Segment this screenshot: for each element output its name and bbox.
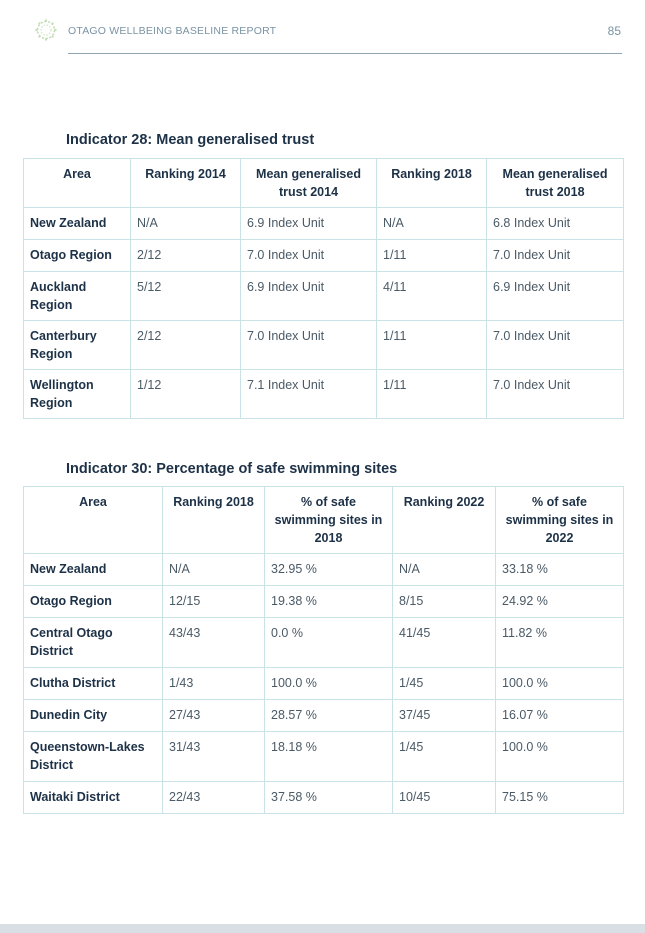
column-header-safe-sites-2022: % of safe swimming sites in 2022	[496, 487, 624, 554]
value-cell: 6.9 Index Unit	[487, 272, 624, 321]
ranking-cell: 12/15	[163, 586, 265, 618]
header-divider	[68, 53, 622, 54]
ranking-cell: N/A	[163, 554, 265, 586]
table-header-row	[24, 159, 624, 208]
table-row	[24, 272, 624, 321]
ranking-cell: 43/43	[163, 618, 265, 668]
column-header-ranking-2018: Ranking 2018	[377, 159, 487, 208]
ranking-cell: 27/43	[163, 700, 265, 732]
table-row	[24, 208, 624, 240]
ranking-cell: N/A	[131, 208, 241, 240]
area-cell: Otago Region	[24, 240, 131, 272]
ranking-cell: 1/12	[131, 370, 241, 419]
indicator-30-title: Indicator 30: Percentage of safe swimming sites	[66, 461, 398, 477]
column-header-safe-sites-2018: % of safe swimming sites in 2018	[265, 487, 393, 554]
value-cell: 32.95 %	[265, 554, 393, 586]
area-cell: Auckland Region	[24, 272, 131, 321]
value-cell: 11.82 %	[496, 618, 624, 668]
ranking-cell: 31/43	[163, 732, 265, 782]
page-number: 85	[607, 24, 621, 38]
value-cell: 100.0 %	[496, 668, 624, 700]
value-cell: 7.0 Index Unit	[487, 370, 624, 419]
value-cell: 28.57 %	[265, 700, 393, 732]
value-cell: 7.0 Index Unit	[487, 240, 624, 272]
table-row	[24, 586, 624, 618]
value-cell: 75.15 %	[496, 782, 624, 814]
table-row	[24, 370, 624, 419]
ranking-cell: 2/12	[131, 240, 241, 272]
column-header-area: Area	[24, 159, 131, 208]
ranking-cell: 1/11	[377, 240, 487, 272]
area-cell: Queenstown-Lakes District	[24, 732, 163, 782]
area-cell: Dunedin City	[24, 700, 163, 732]
table-row	[24, 668, 624, 700]
area-cell: Otago Region	[24, 586, 163, 618]
indicator-30-table	[23, 486, 624, 814]
table-row	[24, 700, 624, 732]
table-row	[24, 732, 624, 782]
ranking-cell: N/A	[393, 554, 496, 586]
table-row	[24, 618, 624, 668]
value-cell: 7.0 Index Unit	[487, 321, 624, 370]
ranking-cell: 2/12	[131, 321, 241, 370]
area-cell: New Zealand	[24, 554, 163, 586]
ranking-cell: 22/43	[163, 782, 265, 814]
value-cell: 7.0 Index Unit	[241, 240, 377, 272]
ranking-cell: 8/15	[393, 586, 496, 618]
column-header-ranking-2014: Ranking 2014	[131, 159, 241, 208]
ranking-cell: 1/43	[163, 668, 265, 700]
value-cell: 6.8 Index Unit	[487, 208, 624, 240]
ranking-cell: 5/12	[131, 272, 241, 321]
value-cell: 7.1 Index Unit	[241, 370, 377, 419]
area-cell: Wellington Region	[24, 370, 131, 419]
column-header-ranking-2018: Ranking 2018	[163, 487, 265, 554]
value-cell: 37.58 %	[265, 782, 393, 814]
indicator-28-title: Indicator 28: Mean generalised trust	[66, 132, 315, 148]
table-row	[24, 782, 624, 814]
area-cell: Clutha District	[24, 668, 163, 700]
ranking-cell: N/A	[377, 208, 487, 240]
ranking-cell: 10/45	[393, 782, 496, 814]
ranking-cell: 1/11	[377, 370, 487, 419]
ranking-cell: 4/11	[377, 272, 487, 321]
column-header-trust-2014: Mean generalised trust 2014	[241, 159, 377, 208]
column-header-ranking-2022: Ranking 2022	[393, 487, 496, 554]
column-header-area: Area	[24, 487, 163, 554]
table-row	[24, 554, 624, 586]
table-header-row	[24, 487, 624, 554]
value-cell: 33.18 %	[496, 554, 624, 586]
ranking-cell: 37/45	[393, 700, 496, 732]
area-cell: New Zealand	[24, 208, 131, 240]
ranking-cell: 41/45	[393, 618, 496, 668]
column-header-trust-2018: Mean generalised trust 2018	[487, 159, 624, 208]
ranking-cell: 1/45	[393, 732, 496, 782]
value-cell: 100.0 %	[265, 668, 393, 700]
ranking-cell: 1/11	[377, 321, 487, 370]
value-cell: 100.0 %	[496, 732, 624, 782]
table-row	[24, 321, 624, 370]
value-cell: 18.18 %	[265, 732, 393, 782]
value-cell: 19.38 %	[265, 586, 393, 618]
value-cell: 7.0 Index Unit	[241, 321, 377, 370]
value-cell: 24.92 %	[496, 586, 624, 618]
indicator-28-table	[23, 158, 624, 419]
ranking-cell: 1/45	[393, 668, 496, 700]
value-cell: 0.0 %	[265, 618, 393, 668]
otago-wreath-logo-icon	[34, 18, 58, 42]
area-cell: Central Otago District	[24, 618, 163, 668]
value-cell: 6.9 Index Unit	[241, 272, 377, 321]
area-cell: Canterbury Region	[24, 321, 131, 370]
value-cell: 6.9 Index Unit	[241, 208, 377, 240]
value-cell: 16.07 %	[496, 700, 624, 732]
footer-bar	[0, 924, 645, 933]
report-title: OTAGO WELLBEING BASELINE REPORT	[68, 25, 277, 37]
area-cell: Waitaki District	[24, 782, 163, 814]
table-row	[24, 240, 624, 272]
page-header	[0, 0, 645, 56]
